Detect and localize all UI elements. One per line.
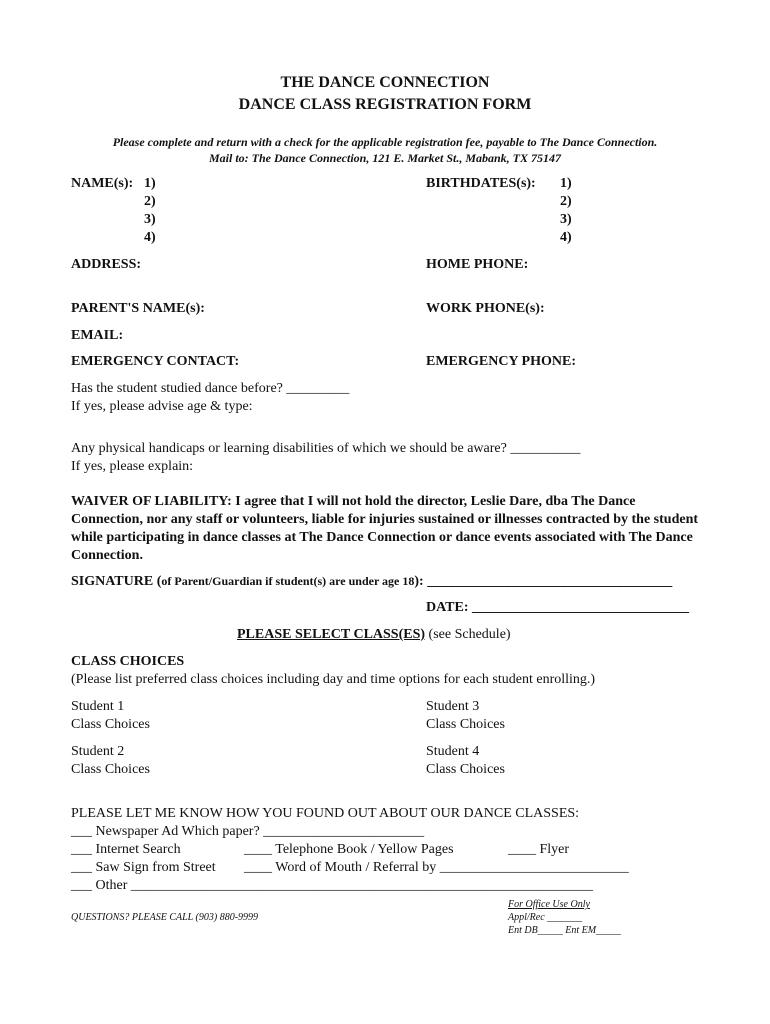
signature-blank: ): ___________________________________ xyxy=(414,574,673,589)
instruction-line-1: Please complete and return with a check for the applicable registration fee, payable to The Dance Connection. xyxy=(112,135,658,149)
birthdate-number-3: 3) xyxy=(560,212,572,227)
office-use-heading: For Office Use Only xyxy=(508,899,590,910)
waiver-of-liability: WAIVER OF LIABILITY: I agree that I will not hold the director, Leslie Dare, dba The Dance Connection, nor any staff or volunteers, liable for injuries sustained or illnesses contracted by the student while participating in dance classes at The Dance Connection or dance events associated with The Dance Connection. xyxy=(71,494,699,563)
office-appl-rec: Appl/Rec _______ xyxy=(508,912,583,923)
studied-followup: If yes, please advise age & type: xyxy=(71,399,253,414)
instruction-line-2: Mail to: The Dance Connection, 121 E. Market St., Mabank, TX 75147 xyxy=(208,151,562,165)
home-phone-label: HOME PHONE: xyxy=(426,257,529,272)
select-classes-note: (see Schedule) xyxy=(425,627,511,642)
birthdate-number-1: 1) xyxy=(560,176,572,191)
class-choices-heading: CLASS CHOICES xyxy=(71,654,185,669)
date-line: DATE: _______________________________ xyxy=(426,600,690,615)
handicaps-question: Any physical handicaps or learning disabilities of which we should be aware? __________ xyxy=(71,441,581,456)
birthdate-number-2: 2) xyxy=(560,194,572,209)
emergency-contact-label: EMERGENCY CONTACT: xyxy=(71,354,240,369)
birthdates-label: BIRTHDATES(s): xyxy=(426,176,536,191)
student-4-choices: Class Choices xyxy=(426,762,505,777)
name-number-4: 4) xyxy=(144,230,156,245)
student-1-choices: Class Choices xyxy=(71,717,150,732)
student-2-choices: Class Choices xyxy=(71,762,150,777)
office-entry: Ent DB_____ Ent EM_____ xyxy=(508,925,622,936)
survey-flyer: ____ Flyer xyxy=(508,842,570,857)
survey-internet: ___ Internet Search xyxy=(71,842,181,857)
select-classes-line xyxy=(237,627,511,643)
address-label: ADDRESS: xyxy=(71,257,142,272)
survey-newspaper: ___ Newspaper Ad Which paper? _______________________ xyxy=(71,824,425,839)
student-1-label: Student 1 xyxy=(71,699,125,714)
questions-call: QUESTIONS? PLEASE CALL (903) 880-9999 xyxy=(71,912,259,923)
class-choices-note: (Please list preferred class choices including day and time options for each student enrolling.) xyxy=(71,672,596,687)
title-company: THE DANCE CONNECTION xyxy=(280,74,490,91)
student-2-label: Student 2 xyxy=(71,744,125,759)
signature-label: SIGNATURE ( xyxy=(71,574,162,589)
parent-names-label: PARENT'S NAME(s): xyxy=(71,301,205,316)
work-phone-label: WORK PHONE(s): xyxy=(426,301,545,316)
studied-question: Has the student studied dance before? _________ xyxy=(71,381,350,396)
survey-sign: ___ Saw Sign from Street xyxy=(71,860,216,875)
birthdate-number-4: 4) xyxy=(560,230,572,245)
handicaps-followup: If yes, please explain: xyxy=(71,459,194,474)
signature-line xyxy=(71,574,672,590)
survey-heading: PLEASE LET ME KNOW HOW YOU FOUND OUT ABOUT OUR DANCE CLASSES: xyxy=(71,806,580,821)
name-number-1: 1) xyxy=(144,176,156,191)
survey-telephone: ____ Telephone Book / Yellow Pages xyxy=(244,842,454,857)
signature-note: of Parent/Guardian if student(s) are under age 18 xyxy=(161,574,415,588)
student-3-label: Student 3 xyxy=(426,699,480,714)
names-label: NAME(s): xyxy=(71,176,134,191)
name-number-3: 3) xyxy=(144,212,156,227)
survey-word-of-mouth: ____ Word of Mouth / Referral by ___________________________ xyxy=(244,860,629,875)
student-4-label: Student 4 xyxy=(426,744,480,759)
survey-other: ___ Other __________________________________________________________________ xyxy=(71,878,593,893)
title-form: DANCE CLASS REGISTRATION FORM xyxy=(238,96,532,113)
email-label: EMAIL: xyxy=(71,328,124,343)
name-number-2: 2) xyxy=(144,194,156,209)
select-classes-heading: PLEASE SELECT CLASS(ES) xyxy=(237,627,426,642)
emergency-phone-label: EMERGENCY PHONE: xyxy=(426,354,576,369)
student-3-choices: Class Choices xyxy=(426,717,505,732)
